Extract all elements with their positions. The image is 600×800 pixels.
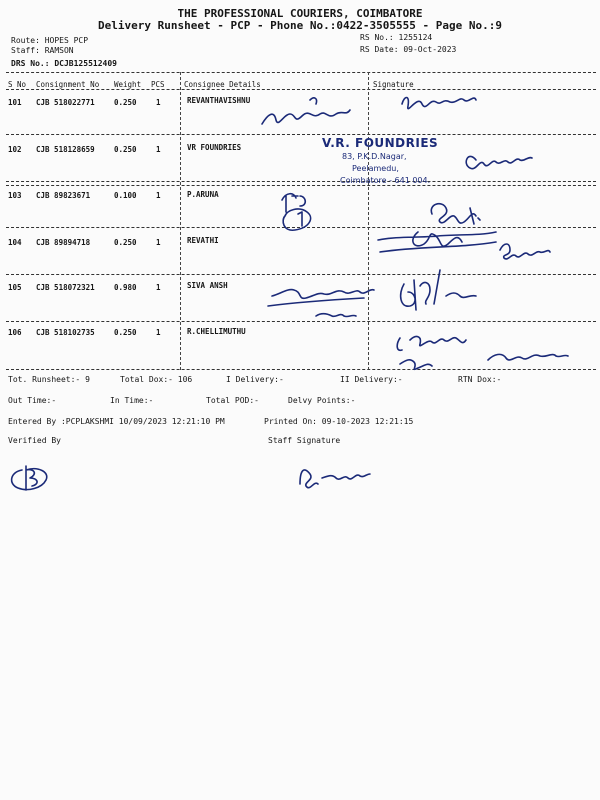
row-106-consignee: R.CHELLIMUTHU [187, 327, 246, 336]
row-102-consignee: VR FOUNDRIES [187, 143, 242, 152]
i-delivery: I Delivery:- [226, 375, 284, 384]
verified-by-label: Verified By [8, 436, 61, 445]
row-103-consignment: CJB 89823671 [36, 191, 91, 200]
stamp-address-line1: 83, P.K.D.Nagar, [342, 152, 407, 161]
row-106-sno: 106 [8, 328, 22, 337]
stamp-address-line2: Peelamedu, [352, 164, 399, 173]
col-header-signature: Signature [373, 80, 414, 89]
col-header-pcs: PCS [151, 80, 165, 89]
printed-on: Printed On: 09-10-2023 12:21:15 [264, 417, 414, 426]
row-106-consignment: CJB 518102735 [36, 328, 95, 337]
row-103-consignee: P.ARUNA [187, 190, 219, 199]
row-104-weight: 0.250 [114, 238, 137, 247]
signature-row-103-stamp [282, 194, 311, 230]
row-105-weight: 0.980 [114, 283, 137, 292]
signature-row-106 [397, 337, 568, 370]
col-header-consignment: Consignment No [36, 80, 100, 89]
row-103-sno: 103 [8, 191, 22, 200]
row-101-sno: 101 [8, 98, 22, 107]
verified-by-signature [12, 466, 47, 490]
row-102-consignment: CJB 518128659 [36, 145, 95, 154]
rtn-dox: RTN Dox:- [458, 375, 502, 384]
row-104-consignee: REVATHI [187, 236, 219, 245]
tot-runsheet: Tot. Runsheet:- 9 [8, 375, 90, 384]
stamp-address-line3: Coimbatore - 641 004. [340, 176, 431, 185]
delvy-points: Delvy Points:- [288, 396, 356, 405]
runsheet-subtitle: Delivery Runsheet - PCP - Phone No.:0422-3505555 - Page No.:9 [98, 19, 502, 32]
row-105-consignee: SIVA ANSH [187, 281, 228, 290]
drs-number: DRS No.: DCJB125512409 [11, 59, 117, 68]
col-header-consignee: Consignee Details [184, 80, 261, 89]
company-title: THE PROFESSIONAL COURIERS, COIMBATORE [177, 7, 423, 20]
route-label: Route: HOPES PCP [11, 36, 89, 45]
signature-row-102 [466, 156, 532, 168]
in-time: In Time:- [110, 396, 154, 405]
row-104-pcs: 1 [156, 238, 161, 247]
staff-label: Staff: RAMSON [11, 46, 74, 55]
signature-row-103 [431, 204, 480, 224]
rs-number: RS No.: 1255124 [360, 33, 433, 42]
row-101-weight: 0.250 [114, 98, 137, 107]
total-dox: Total Dox:- 106 [120, 375, 193, 384]
row-103-weight: 0.100 [114, 191, 137, 200]
row-106-weight: 0.250 [114, 328, 137, 337]
entered-by: Entered By :PCPLAKSHMI 10/09/2023 12:21:10 PM [8, 417, 225, 426]
signature-row-105 [401, 270, 476, 310]
out-time: Out Time:- [8, 396, 57, 405]
row-103-pcs: 1 [156, 191, 161, 200]
row-106-pcs: 1 [156, 328, 161, 337]
row-105-consignment: CJB 518072321 [36, 283, 95, 292]
row-104-consignment: CJB 89894718 [36, 238, 91, 247]
ii-delivery: II Delivery:- [340, 375, 403, 384]
row-101-pcs: 1 [156, 98, 161, 107]
col-header-weight: Weight [114, 80, 142, 89]
signature-row-105-stamp [268, 290, 374, 317]
row-101-consignee: REVANTHAVISHNU [187, 96, 251, 105]
row-104-sno: 104 [8, 238, 22, 247]
row-102-weight: 0.250 [114, 145, 137, 154]
row-101-consignment: CJB 518022771 [36, 98, 95, 107]
row-105-pcs: 1 [156, 283, 161, 292]
signature-row-101 [262, 98, 476, 125]
row-102-pcs: 1 [156, 145, 161, 154]
signature-row-104 [378, 232, 550, 259]
stamp-company-name: V.R. FOUNDRIES [322, 136, 439, 150]
row-102-sno: 102 [8, 145, 22, 154]
rs-date: RS Date: 09-Oct-2023 [360, 45, 457, 54]
row-105-sno: 105 [8, 283, 22, 292]
col-header-sno: S No [8, 80, 27, 89]
total-pod: Total POD:- [206, 396, 259, 405]
staff-signature-label: Staff Signature [268, 436, 341, 445]
staff-signature [300, 470, 370, 488]
